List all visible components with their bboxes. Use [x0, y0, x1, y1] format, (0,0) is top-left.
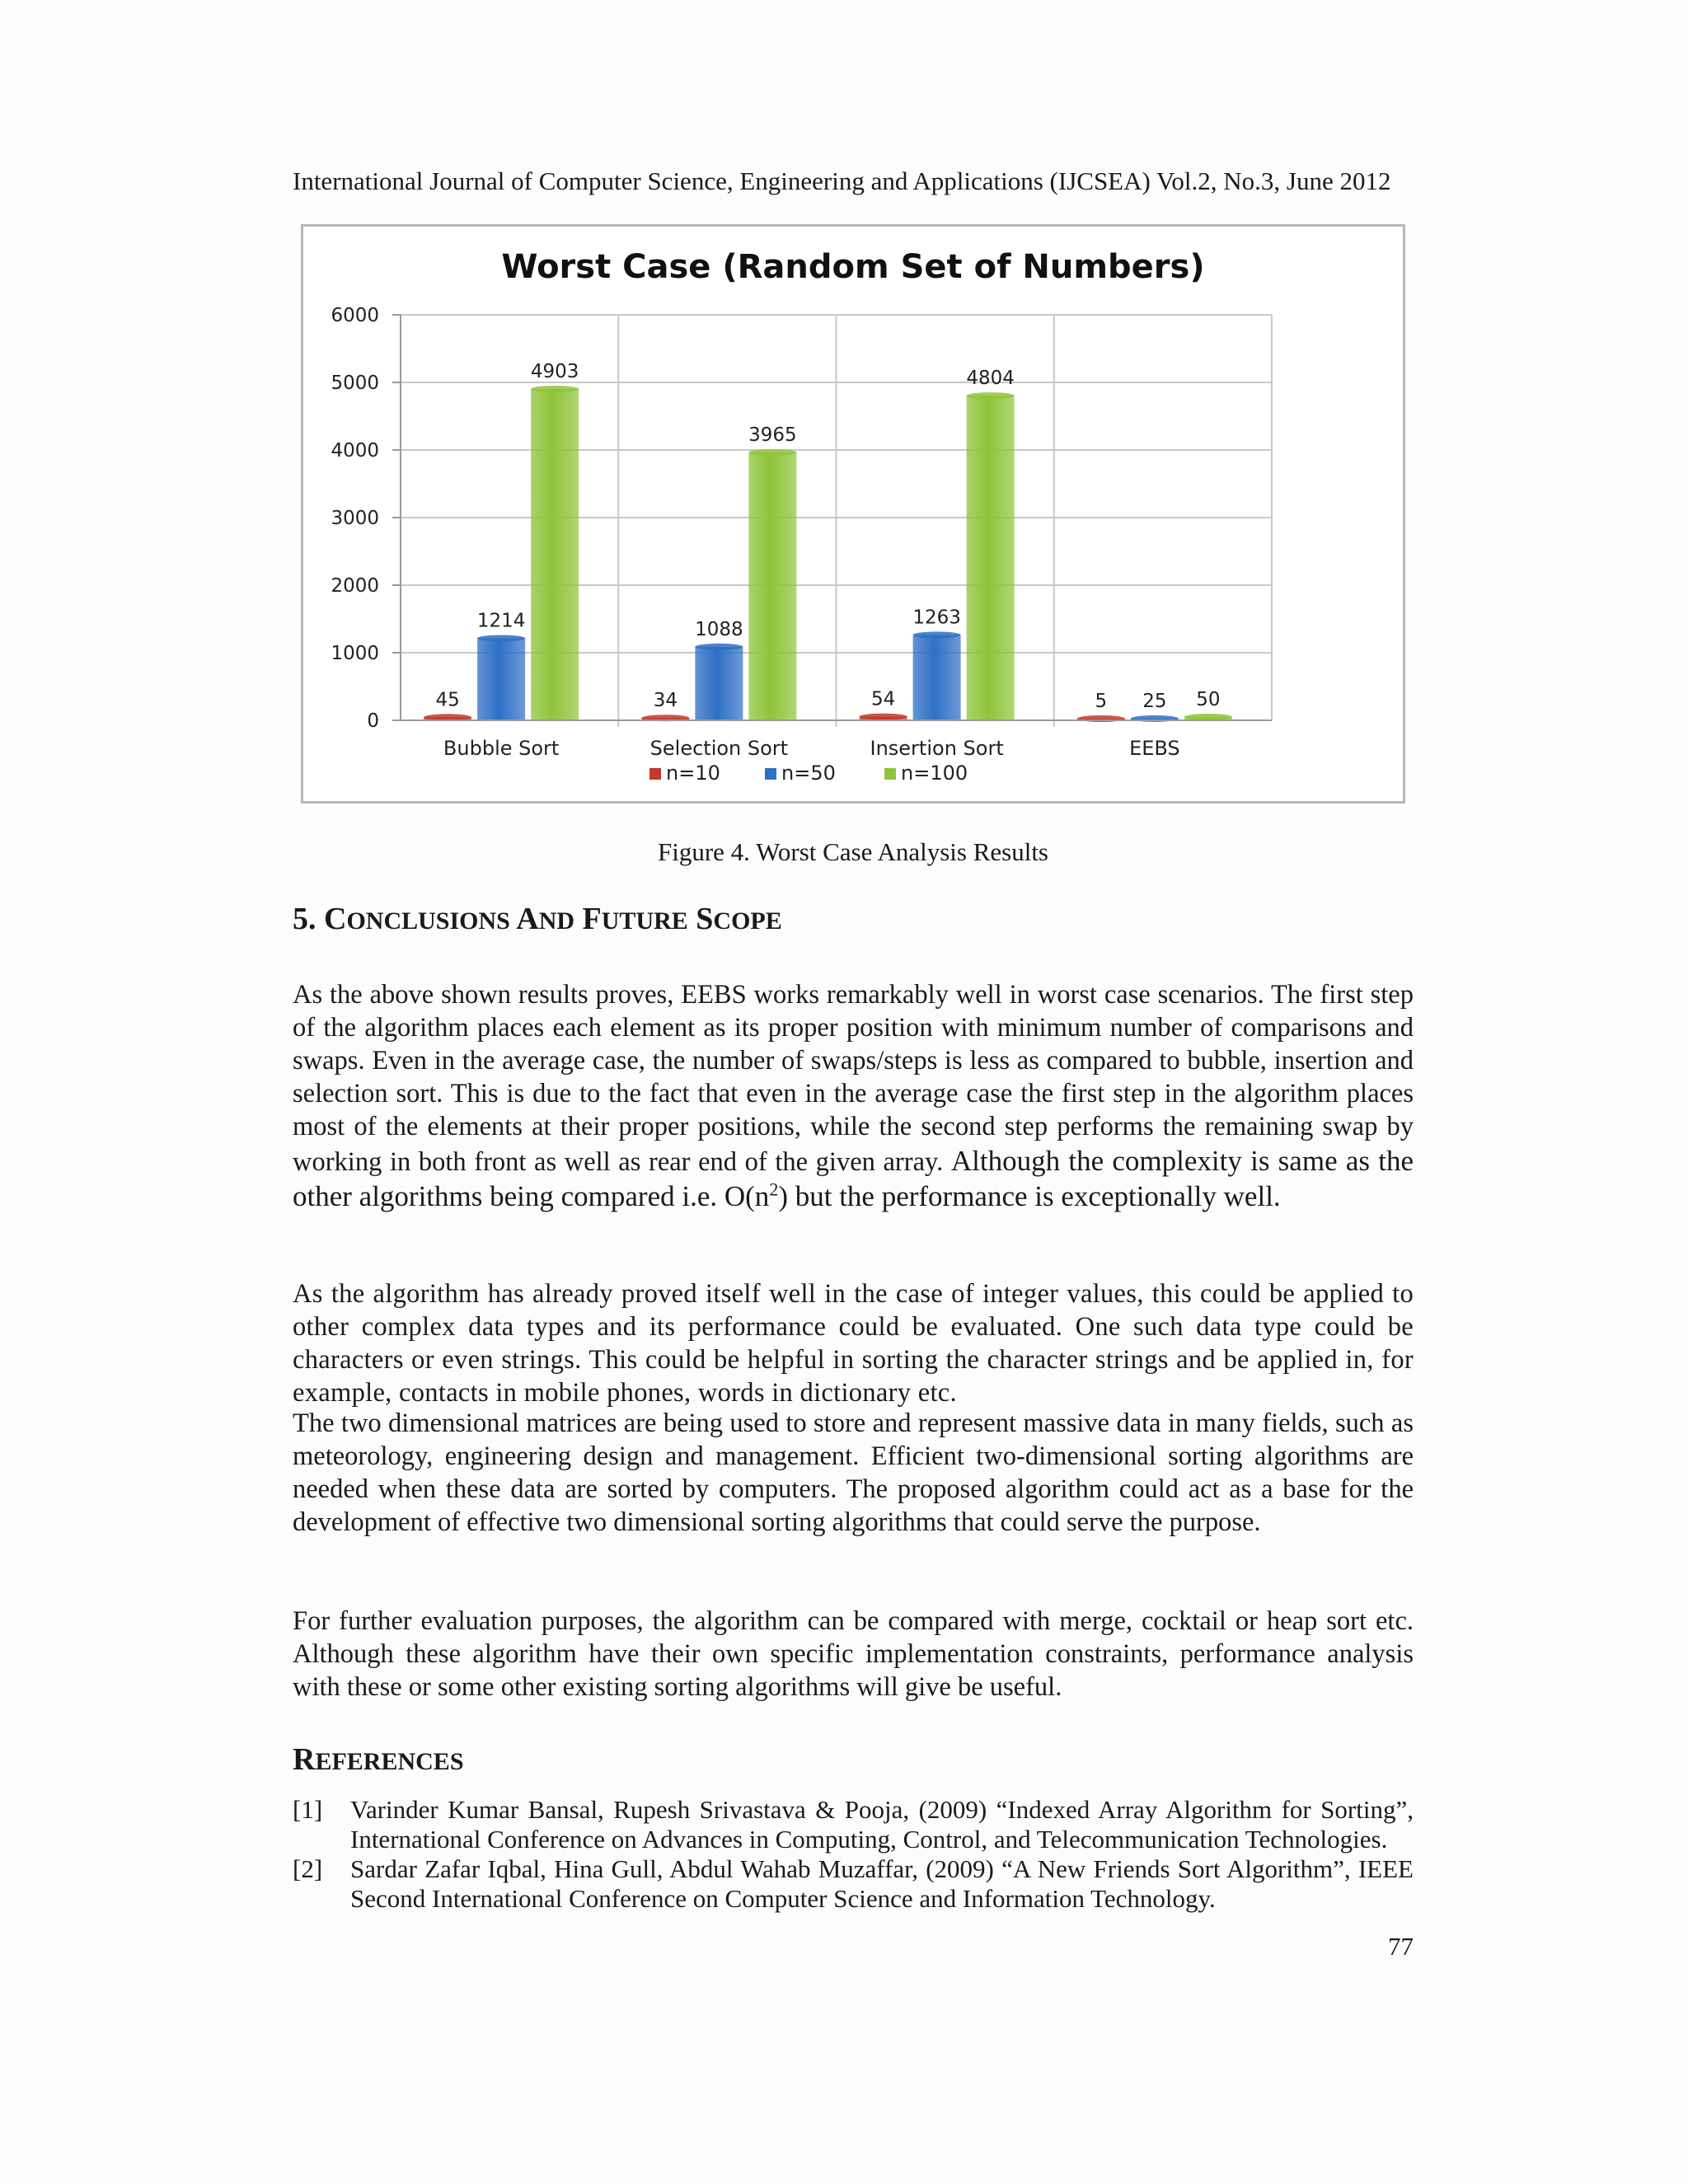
bar-n-100-selection-sort	[748, 452, 796, 720]
legend-swatch	[765, 768, 776, 780]
y-tick-label: 3000	[331, 508, 379, 529]
bar-n-50-insertion-sort	[913, 635, 961, 720]
data-label: 1263	[912, 607, 961, 629]
legend-swatch	[884, 768, 896, 780]
bar-cap	[1184, 714, 1232, 720]
paragraph-conclusions-4: For further evaluation purposes, the algorithm can be compared with merge, cocktail or heap sort etc. Although these algorithm have their own specific implementation constraints, performance analysis with these or some other existing sorting algorithms will give be useful.	[293, 1606, 1414, 1702]
data-label: 1214	[476, 610, 526, 632]
y-tick-label: 2000	[331, 575, 379, 597]
reference-item	[293, 1854, 1414, 1914]
legend-label: n=50	[781, 762, 836, 785]
bar-cap	[913, 631, 961, 638]
y-tick-label: 5000	[331, 373, 379, 394]
bar-cap	[531, 386, 579, 392]
bar-n-50-bubble-sort	[477, 638, 525, 720]
legend-swatch	[649, 768, 661, 780]
bar-n-100-bubble-sort	[531, 389, 579, 720]
figure-caption: Figure 4. Worst Case Analysis Results	[658, 837, 1048, 866]
section-title-word-1: CONCLUSIONS	[324, 902, 510, 936]
worst-case-bar-chart	[303, 227, 1403, 801]
chart-figure	[301, 224, 1405, 804]
data-label: 1088	[695, 618, 743, 640]
data-label: 4804	[966, 368, 1015, 390]
reference-list	[293, 1795, 1414, 1914]
journal-header: International Journal of Computer Science, Engineering and Applications (IJCSEA) Vol.2, No.3, June 2012	[293, 166, 1391, 195]
paragraph-conclusions-3: The two dimensional matrices are being used to store and represent massive data in many fields, such as meteorology, engineering design and management. Efficient two-dimensional sorting algorithms are needed when these data are sorted by computers. The proposed algorithm could act as a base for the development of effective two dimensional sorting algorithms that could serve the purpose.	[293, 1408, 1414, 1537]
paragraph-conclusions-2: As the algorithm has already proved itself well in the case of integer values, this could be applied to other complex data types and its performance could be evaluated. One such data type could be characters or even strings. This could be helpful in sorting the character strings and be applied in, for example, contacts in mobile phones, words in dictionary etc.	[293, 1279, 1414, 1408]
paragraph-conclusions-1	[293, 978, 1414, 1214]
chart-title: Worst Case (Random Set of Numbers)	[501, 248, 1205, 286]
bar-n-100-insertion-sort	[967, 396, 1015, 720]
section-title-word-4: SCOPE	[696, 902, 782, 936]
data-label: 45	[435, 689, 460, 711]
page-number: 77	[1388, 1932, 1414, 1961]
bar-n-50-selection-sort	[695, 647, 743, 720]
legend-label: n=10	[666, 762, 720, 785]
section-heading	[293, 898, 782, 942]
reference-number: [2]	[293, 1854, 323, 1883]
data-label: 54	[870, 688, 896, 710]
bar-cap	[860, 714, 907, 720]
bar-cap	[748, 449, 796, 456]
reference-number: [1]	[293, 1795, 323, 1824]
bar-cap	[477, 635, 525, 641]
paragraph-1-main: As the above shown results proves, EEBS works remarkably well in worst case scenarios. The first step of the algorithm places each element as its proper position with minimum number of comparisons and swaps. Even in the average case, the number of swaps/steps is less as compared to bubble, insertion and selection sort. This is due to the fact that even in the average case the first step in the algorithm places most of the elements at their proper positions, while the second step performs the remaining swap by working in both front as well as rear end of the given array.	[293, 980, 1414, 1177]
section-number: 5.	[293, 902, 316, 936]
data-label: 34	[653, 690, 678, 712]
data-label: 5	[1095, 691, 1108, 712]
legend-label: n=100	[901, 762, 968, 785]
data-label: 3965	[748, 424, 797, 446]
paragraph-1-complexity: Although the complexity is same as the other algorithms being compared i.e. $O(n^2)$ but the performance is exceptionally well.	[293, 1145, 1414, 1212]
section-title-word-2: AND	[516, 902, 575, 936]
data-label: 50	[1196, 688, 1221, 710]
y-tick-label: 0	[367, 710, 379, 732]
bar-cap	[695, 644, 743, 650]
reference-item	[293, 1795, 1414, 1854]
y-tick-label: 4000	[331, 440, 379, 462]
section-title-word-3: FUTURE	[582, 902, 688, 936]
reference-text: Varinder Kumar Bansal, Rupesh Srivastava & Pooja, (2009) “Indexed Array Algorithm for Sorting”, International Conference on Advances in Computing, Control, and Telecommunication Technologies.	[350, 1795, 1414, 1854]
references-heading: REFERENCES	[293, 1742, 464, 1777]
y-tick-label: 6000	[331, 305, 379, 326]
category-label: Bubble Sort	[443, 737, 560, 760]
bar-cap	[967, 392, 1015, 399]
category-label: Insertion Sort	[870, 737, 1004, 760]
reference-text: Sardar Zafar Iqbal, Hina Gull, Abdul Wahab Muzaffar, (2009) “A New Friends Sort Algorithm”, IEEE Second International Conference on Computer Science and Information Technology.	[350, 1854, 1414, 1913]
data-label: 4903	[530, 360, 579, 382]
data-label: 25	[1142, 690, 1167, 712]
category-label: Selection Sort	[649, 737, 789, 760]
y-tick-label: 1000	[331, 643, 379, 664]
category-label: EEBS	[1129, 737, 1180, 760]
